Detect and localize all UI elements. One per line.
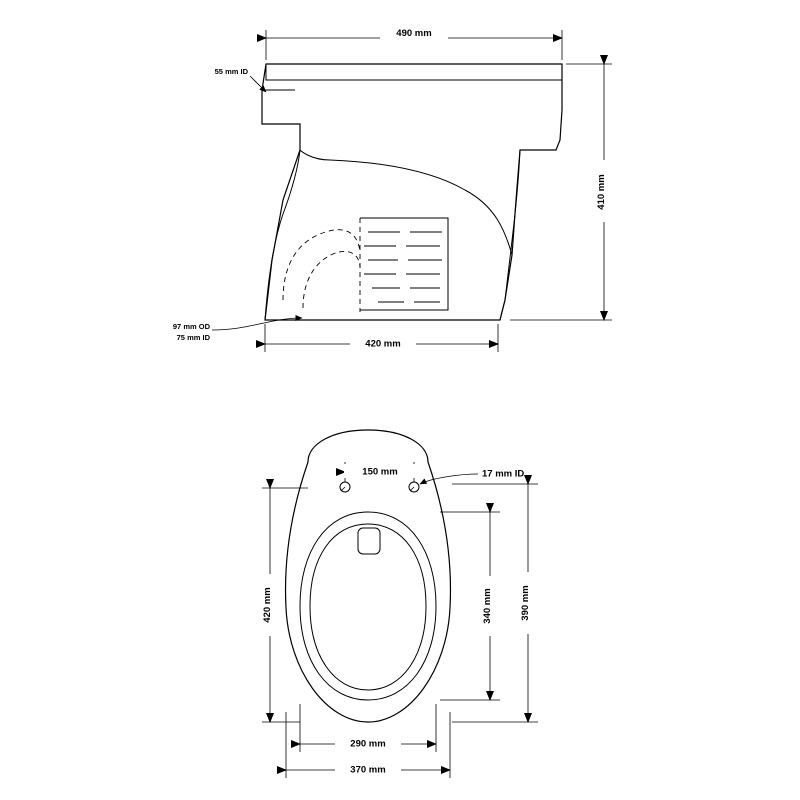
callout-label-outlet-od: 97 mm OD	[172, 322, 210, 331]
dim-label-bowl-width: 290 mm	[350, 738, 386, 750]
callout-outlet-bore	[173, 318, 302, 342]
dim-label-base-length: 420 mm	[365, 338, 401, 350]
dim-label-overall-height: 410 mm	[596, 174, 607, 210]
dim-label-plan-overall-width: 370 mm	[350, 764, 386, 776]
callout-label-inlet-bore: 55 mm ID	[214, 67, 248, 76]
plan-view	[262, 430, 538, 778]
callout-fixing-hole	[420, 469, 524, 484]
dim-label-plan-overall-length: 420 mm	[262, 587, 273, 623]
dim-label-bowl-length: 340 mm	[482, 588, 493, 624]
dim-side-base-length	[265, 324, 498, 352]
side-elevation-view	[173, 28, 612, 352]
dim-label-fixing-centres: 150 mm	[362, 466, 398, 478]
callout-label-fixing-hole: 17 mm ID	[482, 468, 525, 480]
dim-side-overall-width	[266, 28, 562, 60]
dim-label-seat-length: 390 mm	[520, 585, 531, 621]
callout-label-outlet-id: 75 mm ID	[176, 333, 210, 342]
dim-label-overall-width: 490 mm	[396, 28, 432, 39]
callout-inlet-bore	[215, 67, 266, 92]
